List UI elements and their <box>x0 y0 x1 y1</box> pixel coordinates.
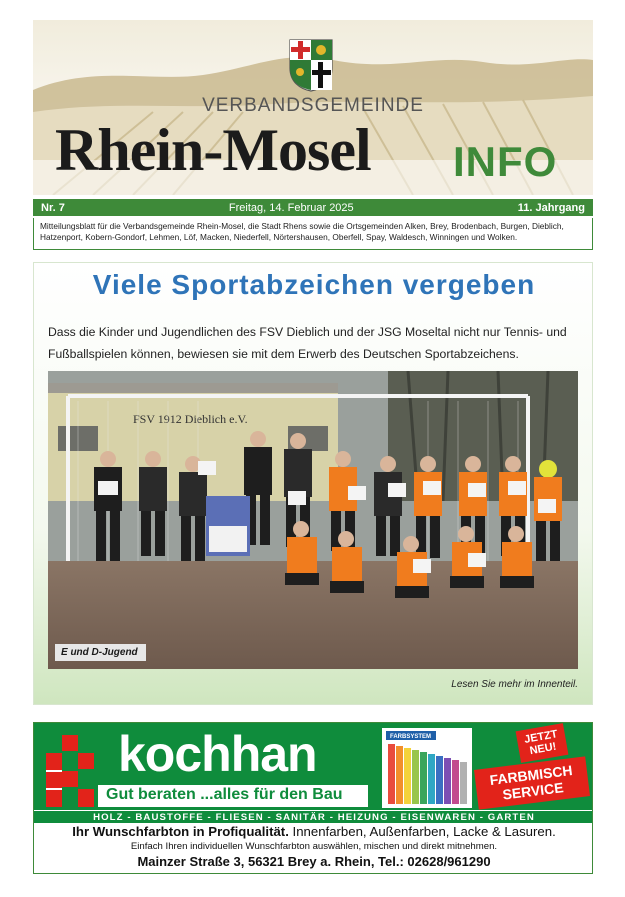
kochhan-advertisement <box>33 722 593 874</box>
ad-categories: HOLZ - BAUSTOFFE - FLIESEN - SANITÄR - HEIZUNG - EISENWAREN - GARTEN <box>34 810 593 823</box>
coat-of-arms-icon <box>288 38 334 92</box>
ad-line-1-rest: Innenfarben, Außenfarben, Lacke & Lasuren. <box>288 824 556 839</box>
ad-slogan: Gut beraten ...alles für den Bau <box>98 785 368 807</box>
clubhouse-sign: FSV 1912 Dieblich e.V. <box>133 412 248 426</box>
issue-volume: 11. Jahrgang <box>517 201 585 214</box>
issue-number: Nr. 7 <box>41 201 65 214</box>
feature-photo <box>48 371 578 669</box>
ad-line-1-bold: Ihr Wunschfarbton in Profiqualität. <box>72 824 289 839</box>
masthead <box>33 20 593 195</box>
color-fan-icon <box>382 728 472 808</box>
photo-caption: E und D-Jugend <box>55 644 146 661</box>
issue-description: Mitteilungsblatt für die Verbandsgemeinde Rhein-Mosel, die Stadt Rhens sowie die Ortsgemeinden Alken, Brey, Brodenbach, Burgen, Dieblich, Hatzenport, Kobern-Gondorf, Lehmen, Löf, Macken, Niederfell, Nörtershausen, Oberfell, Spay, Waldesch, Winningen und Wolken. <box>33 218 593 250</box>
masthead-title: Rhein-Mosel <box>55 117 371 183</box>
feature-article <box>33 262 593 705</box>
badge-new: JETZT NEU! <box>516 723 569 763</box>
issue-date: Freitag, 14. Februar 2025 <box>228 201 354 214</box>
fan-label: FARBSYSTEM <box>390 734 432 740</box>
read-more-link[interactable]: Lesen Sie mehr im Innenteil. <box>451 679 578 690</box>
team-photo-illustration <box>48 371 578 669</box>
masthead-org: VERBANDSGEMEINDE <box>202 95 424 116</box>
ad-address: Mainzer Straße 3, 56321 Brey a. Rhein, Tel.: 02628/961290 <box>137 854 491 869</box>
ad-line-2: Einfach Ihren individuellen Wunschfarbton auswählen, mischen und direkt mitnehmen. <box>130 841 498 852</box>
feature-lead: Dass die Kinder und Jugendlichen des FSV Dieblich und der JSG Moseltal nicht nur Tennis- und Fußballspielen können, bewiesen sie mit dem Erwerb des Deutschen Sportabzeichens. <box>48 325 567 361</box>
ad-banner <box>34 723 593 810</box>
masthead-title-suffix: INFO <box>453 138 558 185</box>
ad-line-1 <box>34 824 593 839</box>
feature-headline: Viele Sportabzeichen vergeben <box>92 269 536 300</box>
kochhan-logo-icon <box>46 735 94 807</box>
ad-brand: kochhan <box>118 726 317 782</box>
badge-service: FARBMISCH SERVICE <box>474 756 590 809</box>
issue-bar <box>33 199 593 216</box>
